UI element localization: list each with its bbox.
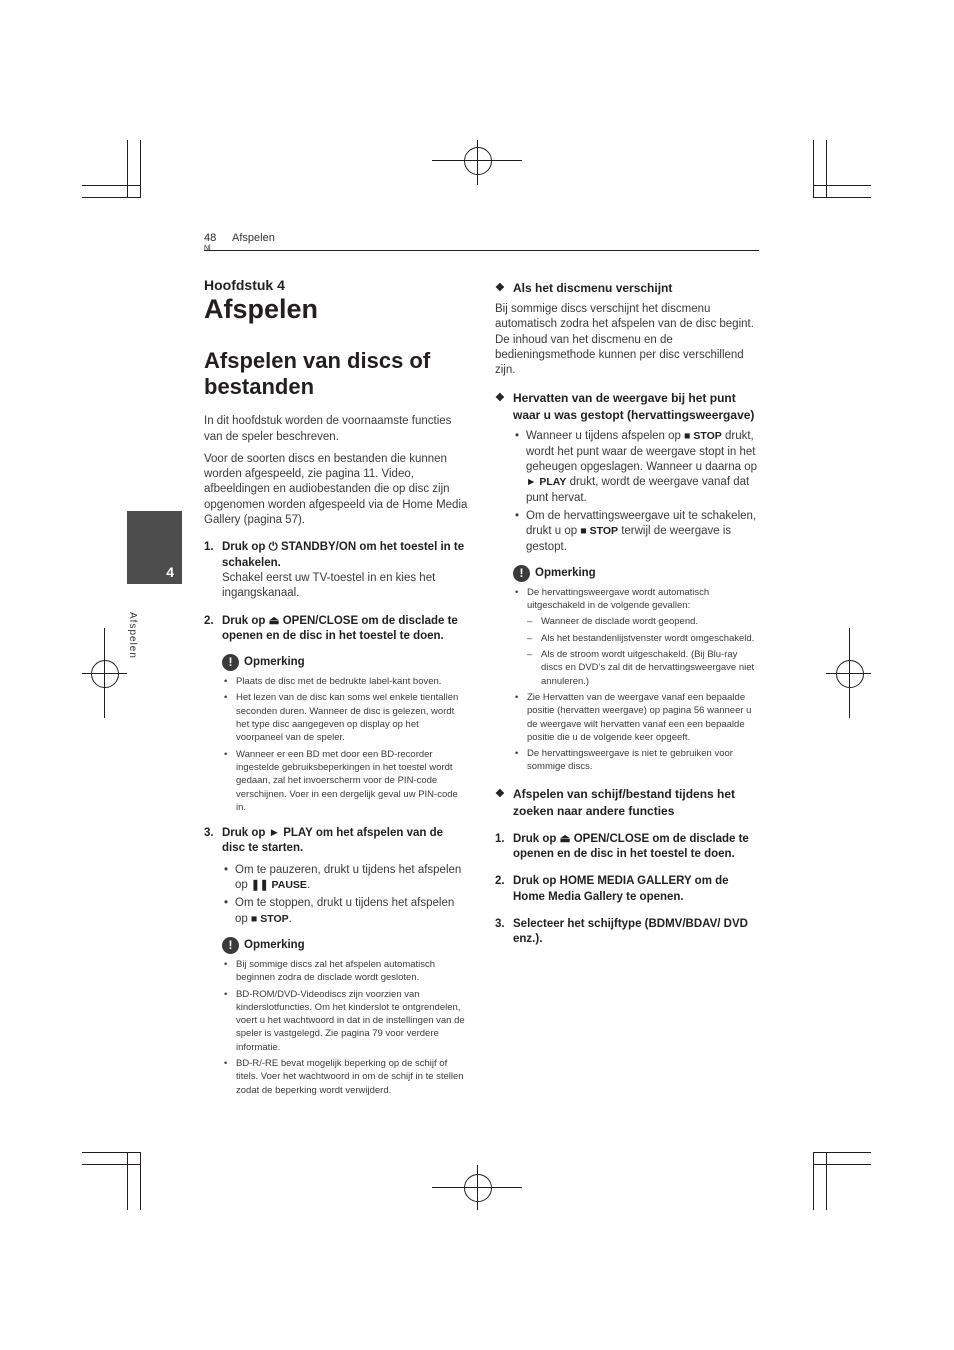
step-text: Druk op	[513, 832, 560, 845]
step-text: Druk op	[222, 827, 269, 840]
registration-circle	[91, 660, 119, 688]
step-number: 3.	[495, 917, 505, 930]
step-number: 2.	[495, 875, 505, 888]
step-2	[204, 614, 468, 645]
note-subitem: – Als het bestandenlijstvenster wordt omgeschakeld.	[513, 632, 759, 645]
paragraph: Bij sommige discs verschijnt het discmenu automatisch zodra het afspelen van de disc begint. De inhoud van het discmenu en de bedieningsmethode kunnen per disc verschillend zijn.	[495, 303, 754, 377]
key-label: OPEN/CLOSE	[279, 614, 359, 627]
language-code: Nl	[204, 245, 211, 252]
left-column	[204, 278, 468, 1101]
crop-mark	[813, 1152, 871, 1153]
page-header	[204, 232, 759, 251]
note-subitem: – Als de stroom wordt uitgeschakeld. (Bij Blu-ray discs en DVD’s zal dit de hervattingsweergave niet annuleren.)	[513, 648, 759, 688]
stop-icon: ■	[251, 912, 258, 925]
step-number: 1.	[204, 541, 214, 554]
eject-icon: ⏏	[268, 614, 280, 627]
note-heading	[222, 937, 468, 954]
item-text: .	[306, 879, 311, 892]
note-title: Opmerking	[535, 566, 596, 579]
chapter-tab-number: 4	[166, 564, 174, 580]
crop-mark	[127, 1152, 128, 1210]
crop-mark	[82, 197, 140, 198]
crop-mark	[813, 197, 871, 198]
stop-icon: ■	[580, 525, 587, 538]
step-1	[204, 540, 468, 601]
note-subitem: – Wanneer de disclade wordt geopend.	[513, 615, 759, 628]
note-item: • Het lezen van de disc kan soms wel enkele tientallen seconden duren. Wanneer de disc is gelezen, wordt het type disc aangegeven op display op het voorpaneel van de speler.	[222, 691, 468, 744]
item-text: Wanneer u tijdens afspelen op	[526, 430, 685, 443]
step-number: 3.	[204, 827, 214, 840]
step-text: Druk op	[513, 875, 560, 888]
crop-mark	[813, 1152, 814, 1210]
page-number: 48	[204, 232, 217, 244]
bullet-list	[513, 429, 759, 554]
play-icon: ►	[526, 476, 537, 489]
note-item: • Bij sommige discs zal het afspelen automatisch beginnen zodra de disclade wordt gesloten.	[222, 958, 468, 985]
standby-icon: ⏻	[268, 541, 278, 554]
crop-mark	[813, 185, 871, 186]
note-item: • BD-ROM/DVD-Videodiscs zijn voorzien van kinderslotfuncties. Om het kinderslot te ontgrendelen, voert u het wachtwoord in dat in de instellingen van de speler is vastgelegd. Zie pagina 79 voor verdere informatie.	[222, 988, 468, 1054]
heading-text: Als het discmenu verschijnt	[513, 281, 673, 295]
list-item	[222, 863, 468, 894]
exclamation-icon: !	[513, 565, 530, 582]
step-text: Selecteer het schijftype (BDMV/BDAV/ DVD enz.).	[513, 917, 748, 946]
note-box	[222, 937, 468, 1097]
item-text: Om te stoppen, drukt u tijdens het afspelen op	[235, 897, 455, 925]
key-label: PLAY	[536, 476, 567, 489]
note-heading	[513, 565, 759, 582]
crop-mark	[813, 1164, 871, 1165]
registration-circle	[836, 660, 864, 688]
step-text: om het toestel in te schakelen.	[222, 541, 465, 569]
heading-text: Afspelen van schijf/bestand tijdens het zoeken naar andere functies	[513, 786, 736, 818]
step-text: om de disclade te openen en de disc in het toestel te doen.	[513, 832, 749, 861]
registration-circle	[464, 1174, 492, 1202]
diamond-icon: ❖	[495, 392, 505, 405]
step-2	[495, 874, 759, 905]
item-text: drukt, wordt het punt waar de weergave stopt in het geheugen opgeslagen. Wanneer u daarna op	[526, 430, 758, 474]
section-heading: Afspelen van discs of bestanden	[204, 348, 431, 400]
item-text: .	[288, 912, 292, 925]
registration-circle	[464, 147, 492, 175]
crop-mark	[82, 1164, 140, 1165]
subsection-heading	[495, 390, 759, 424]
intro-paragraph: Voor de soorten discs en bestanden die kunnen worden afgespeeld, zie pagina 11. Video, afbeeldingen en audiobestanden die op disc zijn opgenomen worden afgespeeld via de Home Media Gallery (pagina 57).	[204, 452, 468, 527]
key-label: STOP	[690, 430, 722, 443]
note-item: • De hervattingsweergave wordt automatisch uitgeschakeld in de volgende gevallen:	[513, 586, 759, 613]
step-number: 1.	[495, 832, 505, 845]
note-item: • De hervattingsweergave is niet te gebruiken voor sommige discs.	[513, 747, 759, 774]
step-number: 2.	[204, 614, 214, 627]
play-icon: ►	[268, 827, 281, 840]
item-text: drukt, wordt de weergave vanaf dat punt hervat.	[526, 476, 750, 504]
key-label: HOME MEDIA GALLERY	[559, 875, 692, 888]
step-text: om het afspelen van de disc te starten.	[222, 827, 444, 855]
crop-mark	[140, 140, 141, 198]
crop-mark	[813, 140, 814, 198]
key-label: PLAY	[280, 827, 313, 840]
list-item	[513, 509, 759, 555]
page-title: Afspelen	[204, 294, 319, 325]
subsection-heading	[495, 280, 759, 297]
key-label: OPEN/CLOSE	[570, 832, 650, 845]
crop-mark	[140, 1152, 141, 1210]
side-label: Afspelen	[127, 612, 138, 659]
key-label: STOP	[257, 912, 289, 925]
crop-mark	[826, 1152, 827, 1210]
step-text: Druk op	[222, 541, 269, 554]
crop-mark	[127, 140, 128, 198]
note-box	[513, 565, 759, 774]
crop-mark	[82, 1152, 140, 1153]
note-title: Opmerking	[244, 938, 305, 951]
key-label: STOP	[586, 525, 619, 538]
diamond-icon: ❖	[495, 282, 505, 294]
note-item: • Plaats de disc met de bedrukte label-kant boven.	[222, 675, 468, 688]
key-label: STANDBY/ON	[277, 541, 357, 554]
crop-mark	[826, 140, 827, 198]
step-1	[495, 832, 759, 863]
step-text: om de disclade te openen en de disc in het toestel te doen.	[222, 614, 458, 642]
chapter-label: Hoofdstuk 4	[204, 277, 285, 293]
chapter-tab	[127, 511, 182, 584]
note-title: Opmerking	[244, 656, 305, 668]
item-text: Om te pauzeren, drukt u tijdens het afspelen op	[235, 863, 462, 892]
step-subtext: Schakel eerst uw TV-toestel in en kies het ingangskanaal.	[222, 571, 436, 600]
note-item: • Zie Hervatten van de weergave vanaf een bepaalde positie (hervatten weergave) op pagina 56 wanneer u de weergave wilt hervatten vanaf een een bepaalde positie die u de volgende keer opgeeft.	[513, 691, 759, 744]
item-text: Om de hervattingsweergave uit te schakelen, drukt u op	[526, 509, 757, 538]
note-item: • BD-R/-RE bevat mogelijk beperking op de schijf of titels. Voer het wachtwoord in om de schijf in te stellen zodat de beperking wordt verwijderd.	[222, 1057, 468, 1097]
heading-text: Hervatten van de weergave bij het punt waar u was gestopt (hervattingsweergave)	[513, 391, 755, 423]
header-section: Afspelen	[232, 232, 275, 244]
exclamation-icon: !	[222, 937, 239, 954]
eject-icon: ⏏	[559, 832, 571, 845]
intro-paragraph: In dit hoofdstuk worden de voornaamste functies van de speler beschreven.	[204, 415, 452, 443]
exclamation-icon: !	[222, 654, 239, 671]
stop-icon: ■	[684, 430, 691, 443]
step-text: om de Home Media Gallery te openen.	[513, 875, 729, 903]
crop-mark	[82, 185, 140, 186]
right-column	[495, 278, 759, 954]
bullet-list	[222, 863, 468, 927]
note-item: • Wanneer er een BD met door een BD-recorder ingestelde gebruiksbeperkingen in het toestel wordt gedaan, zal het invoerscherm voor de PIN-code verschijnen. Voer in een dergelijk geval uw PIN-code in.	[222, 748, 468, 814]
note-box	[222, 654, 468, 814]
step-text: Druk op	[222, 614, 269, 627]
step-3	[204, 826, 468, 857]
diamond-icon: ❖	[495, 787, 505, 800]
subsection-heading	[495, 786, 759, 820]
key-label: PAUSE	[268, 879, 307, 892]
list-item	[513, 429, 759, 505]
pause-icon: ❚❚	[251, 879, 269, 892]
step-3	[495, 917, 759, 948]
list-item	[222, 896, 468, 927]
note-heading	[222, 654, 468, 671]
item-text: terwijl de weergave is gestopt.	[526, 525, 732, 553]
